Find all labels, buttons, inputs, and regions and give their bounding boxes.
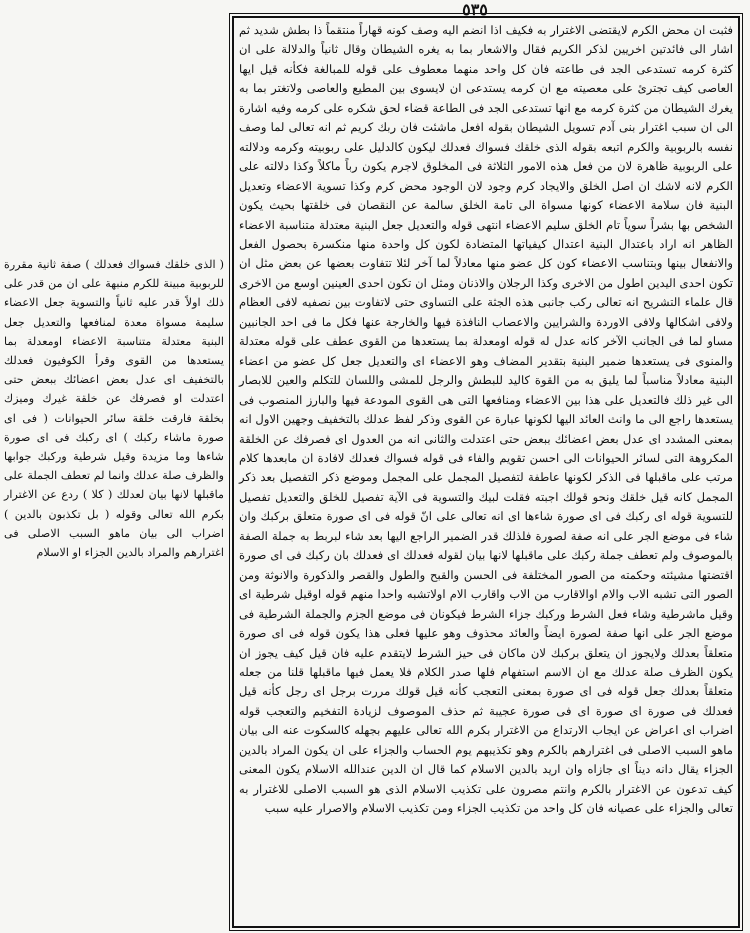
text-line: قوله والتعديل جعل البنية معتدلة متناسبة الاعضاء الظاهر انه اراد باعتدال البنية اعتدال كيفياتها المتضادة: [239, 217, 733, 251]
text-line: ماكان فى حيز الشرط لايتقدم عليه فان قيل كيف يجوز ان يكون الظرف صلة عدلك مع ان الاسم استفهام فلها: [239, 645, 734, 679]
text-line: ومثل ان تكون احدى العينين اوسع من الاخرى قال علماء التشريح انه تعالى ركب جانبى هذه الجثة على: [239, 275, 733, 310]
text-line: لكون كل واحدة منها منكسرة بحصول الفعل والانفعال بينها وبتناسب الاعضاء كون كل عضو منها معادلاً: [239, 236, 733, 271]
text-line: خلقك فسواك فعدلك ليكون كالدليل على ربوبيته وكرمه ودلالته على الربوبية ظاهرة لان من فعل هذه الامور: [239, 139, 733, 174]
text-line: لان الوجود محض كرم وكذا تسوية الاعضاء وتعديل البنية فان سلامة الاعضاء كونها مسواة الى تامة: [239, 178, 734, 213]
text-line: ايضاً والعائد محذوف وهو عليها فعلى هذا يكون قوله فى اى صورة متعلقاً بعدلك ولايجوز ان يتعلق بركبك لان: [239, 626, 734, 660]
text-line: فصرفك عن الخلقة المكروهة التى لسائر الحيوانات الى احسن تقويم والفاء فى قوله فسواك فعدلك لافادة ان: [239, 431, 733, 465]
text-line: الى فائدتين اخريين لذكر الكريم فقال والاشعار بما به يغره الشيطان وقال ثانياً والدلالة على ان كثرة كرمه: [239, 42, 733, 76]
text-line: بجهله كالسكوت عنه الى بيان ماهو السبب الاصلى فى اغترارهم بالكرم وهو تكذيبهم يوم الحساب والجزاء على ان يكون: [239, 723, 733, 757]
text-line: الام اولاتشبه واحدا منهم قوله اوقيل شرطية اى وقيل ماشرطية وشاء فعل الشرط وركبك جزاء الشرط: [239, 587, 733, 621]
text-line: على معصيته مع ان كرمه يستدعى ان لايسوى بين المطيع والعاصى ولاتغتر بما به يغرك الشيطان من كثرة: [239, 81, 733, 115]
text-line: وجهين الاول انه بمعنى المشدد اى عدل بعض اعضائك ببعض حتى اعتدلت والثانى انه من العدول اى: [239, 412, 734, 446]
text-line: واللسان للتكلم والعين للابصار الى غير ذلك فالتعديل على هذا بين الاعضاء ومنافعها التى هى القوى المودعة فيها: [239, 373, 734, 407]
text-line: قولك مررت برجل اى رجل كأنه قيل فعدلك فى صورة اى صورة اى فى صورة عجيبة ثم حذف الموصوف لزيادة: [239, 684, 734, 718]
text-line: الخلق سالمة عن النقصان فى خلقتها بحيث يكون الشخص بها بشراً سوياً تام الخلق سليم الاعضاء انتهى: [239, 198, 733, 232]
text-line: التفخيم والتعجب قوله اضراب اى اعراض عن ايجاب الارتداع من الاغترار بكرم الله تعالى عليهم: [239, 703, 734, 738]
text-line: لما آخر لئلا تتفاوت بعضها عن بعض مثل ان تكون احدى اليدين اطول من الاخرى وكذا الرجلان والاذنان: [239, 256, 733, 290]
text-line: المراد بالدين الجزاء يقال دانه ديناً اى جازاه وان اريد بالدين الاسلام كما قال ان الدين عندالله الاسلام يكون: [239, 742, 733, 777]
main-text-frame: [232, 16, 740, 928]
text-line: التساوى حتى لاتفاوت بين نصفيه لافى العظام ولافى اشكالها ولافى الاوردة والشرايين والاعصاب النافذة: [239, 295, 733, 329]
text-line: المعنى كيف تدعون عن الاغترار بالكرم وانتم مصرون على تكذيب الاسلام الذى هو السبب الاصلى للاغترار: [239, 762, 733, 796]
text-line: الثلاثة فى المخلوق لاجرم يكون رباً ماكلاً وكذا دلالته على الكرم لانه لاشك ان اصل الخلق والايجاد كرم وجود: [239, 159, 734, 193]
text-line: المجمل كانه قيل خلقك ونحو قولك اجبته فقلت لبيك والتسوية فى الآية تفصيل للخلق والتعديل تفصيل للتسوية قوله اى: [239, 489, 733, 524]
text-line: كرمه مع انها تستدعى الجد فى الطاعة قضاء لحق شكره على كرمه وفيه اشارة الى ان سبب اغترار بنى آدم: [239, 100, 733, 135]
text-line: ركبك فى اى صورة شاءها اى انه تعالى على انّ قوله فى اى صورة متعلق بركبك وان شاء فى موضع الجر على: [239, 509, 733, 543]
page-number: ٥٣٥: [462, 0, 488, 19]
text-line: بما يستعدها من القوى عطف على قوله معتدلة والمنوى فى يستعدها ضمير البنية بتقدير المضاف وهو الاعضاء: [239, 334, 733, 368]
text-line: الحسن والقبح والطول والقصر والذكورة والانوثة ومن الصور التى تشبه الاب والام اوالاقارب من الاب واقارب: [239, 567, 733, 602]
main-commentary-text: [234, 18, 738, 819]
text-line: اى والتعديل جعل كل عضو من اعضاء البنية معادلاً مناسباً لما يليق به من القوة كاليد للبطش والرجل للمشى: [239, 353, 734, 388]
margin-note: ( الذى خلقك فسواك فعدلك ) صفة ثانية مقررة للربوبية مبينة للكرم منبهة على ان من قدر على ذلك اولاً قدر عليه ثانياً والتسوية جعل الاعضاء سليمة مسواة معدة لمنافعها والتعديل جعل البنية معتدلة متناسبة الاعضاء اومعدلة بما يستعدها من القوى وقرأ الكوفيون فعدلك بالتخفيف اى عدل بعض اعضائك ببعض حتى اعتدلت او فصرفك عن خلقة غيرك وميزك بخلقة فارقت خلقة سائر الحيوانات ( فى اى صورة ماشاء ركبك ) اى ركبك فى اى صورة شاءها وما مزيدة وقيل شرطية وركبك جوابها والظرف صلة عدلك وانما لم تعطف الجملة على ماقبلها لانها بيان لعدلك ( كلا ) ردع عن الاغترار بكرم الله تعالى وقوله ( بل تكذبون بالدين ) اضراب الى بيان ماهو السبب الاصلى فى اغترارهم والمراد بالدين الجزاء او الاسلام: [4, 258, 224, 560]
text-line: مابعدها كلام مرتب على ماقبلها فى الذكر لكونها عاطفة لتفصيل المجمل على المجمل وموضع ذكر التفصيل بعد ذكر: [239, 450, 733, 485]
text-line: تستدعى الجد فى طاعته فان كل واحد منهما معطوف على قوله للمبالغة فكأنه قيل ايها العاصى كيف تجترئ: [239, 61, 733, 96]
text-line: به تعالى والجزاء على عصيانه فان كل واحد من تكذيب الجزاء ومن تكذيب الاسلام والاصرار عليه سبب: [239, 781, 733, 816]
text-line: فيكونان فى موضع الجزم والجملة الشرطية فى موضع الجر على انها صفة لصورة: [239, 606, 733, 641]
text-line: والبارز المنصوب فى يستعدها راجع الى ما وانث العائد اليها لكونها عبارة عن القوى وذكر لفظ عدلك بالتخفيف: [239, 392, 733, 427]
text-line: انه صفة لصورة فلذلك قدر الضمير الراجع اليها بعد شاء لبربط به جملة الصفة بالموصوف ولم تعطف جملة ركبك على: [239, 528, 734, 563]
text-line: فيها والخارجة عنها فكل ما فى احد الجانبين مساو لما فى الجانب الآخر كانه عدل له قوله اومعدلة: [239, 314, 733, 349]
text-line: صدر الكلام فلا يعمل فيها ماقبلها قلنا من جعله متعلقاً بعدلك جعل قوله فى اى صورة بمعنى التعجب كأنه قيل: [239, 664, 734, 699]
text-line: تسويل الشيطان بقوله افعل ماشئت فان ربك كريم ثم انه تعالى لما وصف نفسه بالربوبية والكرم اتبعه بقوله الذى: [239, 120, 734, 154]
text-line: فثبت ان محض الكرم لايقتضى الاغترار به فكيف اذا انضم اليه وصف كونه قهاراً منتقماً ذا بطش شديد ثم اشار: [239, 23, 734, 57]
text-line: ماقبلها لانها بيان لقوله فعدلك اى فعدلك بان ركبك فى اى صورة اقتضتها مشيئته وحكمته من الصور المختلفة فى: [239, 548, 734, 582]
